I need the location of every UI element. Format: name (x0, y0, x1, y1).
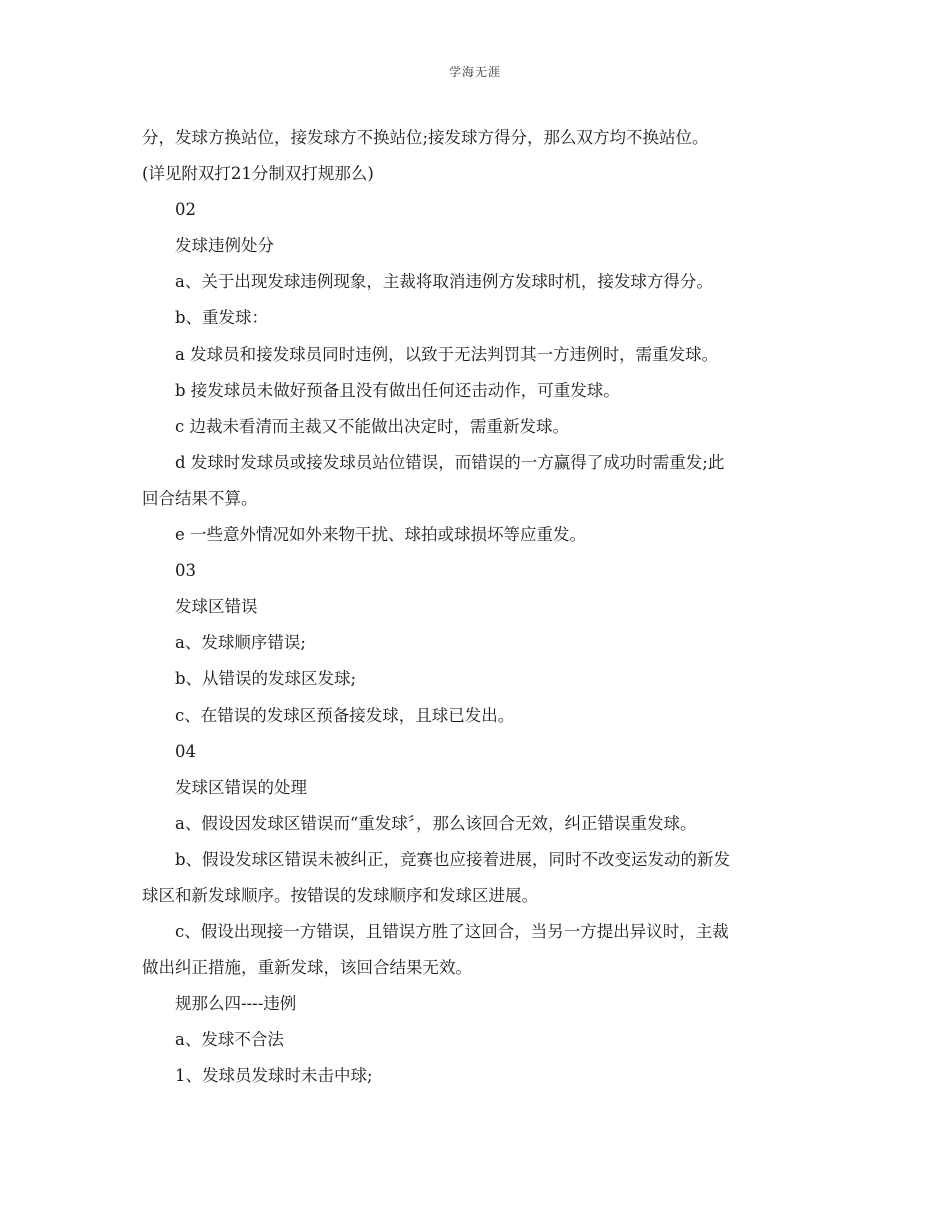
text-line: b 接发球员未做好预备且没有做出任何还击动作，可重发球。 (175, 380, 620, 400)
text-line: b、从错误的发球区发球; (175, 669, 357, 689)
text-line: d 发球时发球员或接发球员站位错误，而错误的一方赢得了成功时需重发;此 (175, 452, 725, 472)
text-line: 分，发球方换站位，接发球方不换站位;接发球方得分，那么双方均不换站位。 (142, 128, 709, 147)
page-header: 学海无涯 (448, 65, 501, 79)
text-line: c、在错误的发球区预备接发球，且球已发出。 (175, 705, 515, 725)
text-line: 02 (175, 200, 196, 220)
text-line: 1、发球员发球时未击中球; (175, 1066, 373, 1086)
text-line: c、假设出现接一方错误，且错误方胜了这回合，当另一方提出异议时，主裁 (175, 922, 729, 942)
text-line: a、关于出现发球违例现象，主裁将取消违例方发球时机，接发球方得分。 (175, 272, 713, 292)
text-line: 发球区错误 (175, 597, 258, 617)
text-line: 03 (175, 561, 196, 581)
text-line: 回合结果不算。 (142, 488, 258, 508)
text-line: (详见附双打21分制双打规那么) (142, 164, 374, 184)
text-line: 规那么四----违例 (175, 994, 297, 1014)
text-line: e 一些意外情况如外来物干扰、球拍或球损坏等应重发。 (175, 525, 587, 545)
text-line: 发球违例处分 (175, 236, 274, 256)
text-line: c 边裁未看清而主裁又不能做出决定时，需重新发球。 (175, 416, 569, 436)
text-line: a、发球不合法 (175, 1030, 284, 1050)
text-line: a、假设因发球区错误而“重发球〞，那么该回合无效，纠正错误重发球。 (175, 813, 697, 833)
text-line: 球区和新发球顺序。按错误的发球顺序和发球区进展。 (142, 885, 538, 905)
text-line: b、假设发球区错误未被纠正，竞赛也应接着进展，同时不改变运发动的新发 (175, 849, 731, 869)
text-line: a 发球员和接发球员同时违例，以致于无法判罚其一方违例时，需重发球。 (175, 344, 719, 364)
document-body (142, 120, 810, 1095)
text-line: 04 (175, 741, 196, 761)
text-line: a、发球顺序错误; (175, 633, 306, 653)
text-line: 发球区错误的处理 (175, 777, 307, 797)
text-line: 做出纠正措施，重新发球，该回合结果无效。 (142, 958, 472, 978)
text-line: b、重发球： (175, 308, 269, 328)
